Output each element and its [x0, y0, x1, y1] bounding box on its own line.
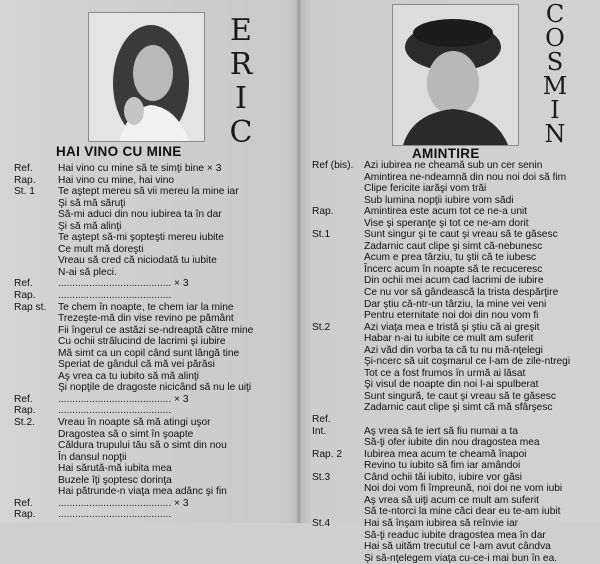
- lyric-line: [312, 252, 598, 264]
- lyric-text: Sub lumina nopţii iubire vom sădi: [364, 194, 514, 206]
- lyric-line: [312, 426, 598, 438]
- lyric-line: [14, 405, 294, 417]
- lyric-text: Hai vino cu mine, hai vino: [58, 174, 175, 186]
- lyric-text: Şi să-nţelegem viaţa cu-ce-i mai bun în ea.: [364, 552, 558, 564]
- lyric-line: [14, 244, 294, 256]
- lyric-line: [14, 267, 294, 279]
- lyric-line: [312, 437, 598, 449]
- verse-label: [312, 553, 364, 564]
- verse-label: [14, 486, 58, 498]
- verse-label: St.4: [312, 517, 331, 529]
- lyric-text: Azi văd din vorba ta că tu nu mă-nţelegi: [364, 344, 543, 356]
- lyric-line: [14, 498, 294, 510]
- eric-vertical-name: [226, 14, 256, 150]
- lyric-line: [312, 414, 598, 426]
- lyric-text: Iubirea mea acum te cheamă înapoi: [364, 448, 527, 460]
- lyric-text: ........................................: [58, 290, 172, 302]
- verse-label: [312, 264, 364, 276]
- lyric-text: Noi doi vom fi împreună, noi doi ne vom iubi: [364, 483, 563, 495]
- verse-label: [312, 241, 364, 253]
- verse-label: [312, 460, 364, 472]
- verse-label: St.1: [312, 229, 331, 241]
- lyric-text: Fii îngerul ce astăzi se-ndreaptă către mine: [58, 324, 254, 336]
- lyric-line: [312, 530, 598, 542]
- lyric-text: Ce mult mă doreşti: [58, 243, 144, 255]
- verse-label: [14, 313, 58, 325]
- lyric-line: [312, 299, 598, 311]
- verse-label: [312, 356, 364, 368]
- lyric-text: Cu ochii strălucind de lacrimi şi iubire: [58, 336, 226, 348]
- verse-label: Rap.: [14, 509, 36, 521]
- verse-label: Rap.: [14, 405, 36, 417]
- lyric-line: [14, 509, 294, 521]
- lyric-line: [312, 229, 598, 241]
- verse-label: [14, 348, 58, 360]
- verse-label: [312, 252, 364, 264]
- lyric-line: [312, 518, 598, 530]
- verse-label: [312, 368, 364, 380]
- verse-label: [14, 198, 58, 210]
- verse-label: [14, 244, 58, 256]
- lyric-text: Trezeşte-mă din vise revino pe pământ: [58, 313, 234, 325]
- lyric-text: Încerc acum în noapte să te recuceresc: [364, 263, 543, 275]
- verse-label: [14, 255, 58, 267]
- lyric-line: [14, 163, 294, 175]
- lyric-text: Să-ţi ofer iubite din nou dragostea mea: [364, 437, 540, 449]
- verse-label: Rap.: [14, 290, 36, 302]
- lyric-text: Şi să mă alinţi: [58, 220, 122, 232]
- lyric-line: [14, 440, 294, 452]
- verse-label: [312, 506, 364, 518]
- lyric-line: [14, 336, 294, 348]
- verse-label: St.3: [312, 471, 331, 483]
- verse-label: [14, 475, 58, 487]
- verse-label: [14, 463, 58, 475]
- lyric-line: [312, 506, 598, 518]
- lyric-text: Aş vrea ca tu iubito să mă alinţi: [58, 370, 199, 382]
- lyric-text: Şi visul de noapte din noi l-ai spulberat: [364, 379, 539, 391]
- lyric-line: [312, 310, 598, 322]
- lyric-line: [14, 186, 294, 198]
- lyric-text: ........................................ × 3: [58, 278, 189, 290]
- lyric-line: [312, 368, 598, 380]
- lyric-text: Zadarnic caut clipe şi simt că-nebunesc: [364, 240, 543, 252]
- verse-label: [312, 310, 364, 322]
- letter: S: [546, 48, 564, 76]
- verse-label: [14, 440, 58, 452]
- lyric-line: [312, 241, 598, 253]
- lyric-text: Tot ce a fost frumos în urmă ai lăsat: [364, 367, 526, 379]
- verse-label: [312, 402, 364, 414]
- lyric-text: Aş vrea să te iert să fiu numai a ta: [364, 425, 519, 437]
- verse-label: [14, 429, 58, 441]
- lyric-line: [14, 232, 294, 244]
- lyric-line: [14, 382, 294, 394]
- lyric-line: [14, 313, 294, 325]
- page-fold: [296, 0, 302, 523]
- lyric-text: Când ochii tăi iubito, iubire vor găsi: [364, 471, 522, 483]
- verse-label: Ref.: [312, 414, 331, 426]
- verse-label: [14, 325, 58, 337]
- letter: C: [545, 0, 565, 28]
- lyric-text: Hai pătrunde-n viaţa mea adânc şi fin: [58, 486, 227, 498]
- verse-label: [312, 379, 364, 391]
- lyric-text: Te aştept să-mi şopteşti mereu iubite: [58, 232, 224, 244]
- lyric-line: [312, 379, 598, 391]
- verse-label: [312, 530, 364, 542]
- verse-label: [312, 275, 364, 287]
- verse-label: [312, 483, 364, 495]
- lyric-line: [14, 290, 294, 302]
- lyric-line: [312, 275, 598, 287]
- lyric-text: Buzele îţi şoptesc dorinţa: [58, 474, 172, 486]
- lyric-text: Pentru eternitate noi doi din nou vom fi: [364, 310, 539, 322]
- letter: R: [229, 47, 253, 82]
- lyric-line: [312, 218, 598, 230]
- verse-label: Rap st.: [14, 301, 47, 313]
- right-song-title: AMINTIRE: [412, 146, 480, 161]
- verse-label: [312, 495, 364, 507]
- lyric-text: Sunt singur şi te caut şi vreau să te găsesc: [364, 229, 558, 241]
- lyric-line: [14, 175, 294, 187]
- lyric-text: Azi viaţa mea e tristă şi ştiu că ai greşit: [364, 321, 540, 333]
- verse-label: [312, 183, 364, 195]
- lyric-line: [312, 391, 598, 403]
- verse-label: Ref.: [14, 497, 33, 509]
- verse-label: Rap.: [312, 206, 334, 218]
- lyric-text: Din ochii mei acum cad lacrimi de iubire: [364, 275, 544, 287]
- lyric-text: Să te-ntorci la mine căci dear eu te-am iubit: [364, 506, 561, 518]
- lyric-text: Aş vrea să uiţi acum ce mult am suferit: [364, 494, 539, 506]
- cosmin-photo: [392, 4, 519, 146]
- lyric-line: [312, 541, 598, 553]
- lyric-line: [312, 495, 598, 507]
- left-song-title: HAI VINO CU MINE: [56, 144, 182, 159]
- lyric-line: [312, 449, 598, 461]
- lyric-text: Habar n-ai tu iubite ce mult am suferit: [364, 333, 534, 345]
- lyric-line: [14, 463, 294, 475]
- verse-label: [312, 172, 364, 184]
- letter: C: [229, 115, 253, 150]
- verse-label: [14, 452, 58, 464]
- verse-label: [312, 391, 364, 403]
- lyric-line: [14, 486, 294, 498]
- lyric-line: [14, 348, 294, 360]
- verse-label: St.2: [312, 321, 331, 333]
- lyric-line: [312, 553, 598, 564]
- lyric-line: [312, 172, 598, 184]
- verse-label: [14, 209, 58, 221]
- lyric-line: [312, 206, 598, 218]
- lyric-line: [14, 302, 294, 314]
- lyric-line: [14, 255, 294, 267]
- lyric-text: Şi nopţile de dragoste nicicând să nu le uiţi: [58, 382, 252, 394]
- lyric-text: Vreau în noapte să mă atingi uşor: [58, 417, 211, 429]
- verse-label: [312, 541, 364, 553]
- lyric-line: [14, 371, 294, 383]
- lyric-text: Vise şi speranţe şi tot ce ne-am dorit: [364, 217, 529, 229]
- verse-label: [312, 437, 364, 449]
- lyric-text: Hai să înşam iubirea să reînvie iar: [364, 517, 519, 529]
- lyric-line: [14, 198, 294, 210]
- verse-label: [312, 287, 364, 299]
- lyric-text: Revino tu iubito să fim iar amândoi: [364, 460, 521, 472]
- letter: N: [544, 120, 566, 148]
- lyric-line: [312, 402, 598, 414]
- lyric-text: În dansul nopţii: [58, 451, 127, 463]
- verse-label: Rap. 2: [312, 448, 343, 460]
- lyric-text: Azi iubirea ne cheamă sub un cer senin: [364, 160, 543, 171]
- lyric-line: [312, 460, 598, 472]
- lyric-line: [14, 429, 294, 441]
- lyric-line: [312, 195, 598, 207]
- lyric-text: ........................................ × 3: [58, 497, 189, 509]
- lyric-text: Căldura trupului tău să o simt din nou: [58, 440, 227, 452]
- lyric-text: ........................................: [58, 509, 172, 521]
- lyric-text: Amintirea este acum tot ce ne-a unit: [364, 206, 528, 218]
- verse-label: [312, 333, 364, 345]
- verse-label: Ref (bis).: [312, 160, 354, 171]
- lyric-text: Te chem în noapte, te chem iar la mine: [58, 301, 234, 313]
- verse-label: [14, 371, 58, 383]
- letter: I: [550, 96, 560, 124]
- lyric-text: Ce nu vor să gândească la trista despărţire: [364, 287, 559, 299]
- lyric-text: Sunt singură, te caut şi vreau să te găsesc: [364, 390, 556, 402]
- verse-label: Ref.: [14, 163, 33, 174]
- lyric-line: [14, 209, 294, 221]
- cosmin-vertical-name: [540, 2, 570, 146]
- lyric-line: [14, 417, 294, 429]
- lyric-line: [14, 359, 294, 371]
- right-lyrics: [312, 160, 598, 564]
- lyric-text: Te aştept mereu să vii mereu la mine iar: [58, 186, 239, 198]
- letter: M: [542, 72, 568, 100]
- lyric-text: Dragostea să o simt în şoapte: [58, 428, 194, 440]
- lyric-text: Mă simt ca un copil când sunt lângă tine: [58, 347, 240, 359]
- lyric-line: [312, 183, 598, 195]
- lyric-line: [312, 287, 598, 299]
- lyric-text: Hai sărută-mă iubita mea: [58, 463, 172, 475]
- verse-label: [14, 336, 58, 348]
- verse-label: [14, 267, 58, 279]
- verse-label: [312, 195, 364, 207]
- lyric-line: [312, 483, 598, 495]
- verse-label: [14, 359, 58, 371]
- verse-label: Int.: [312, 425, 327, 437]
- eric-photo: [88, 12, 205, 142]
- lyric-text: Dar ştiu că-ntr-un târziu, la mine vei veni: [364, 298, 547, 310]
- lyric-line: [312, 345, 598, 357]
- verse-label: [14, 221, 58, 233]
- verse-label: [312, 299, 364, 311]
- lyric-line: [312, 264, 598, 276]
- lyric-text: Amintirea ne-ndeamnă din nou noi doi să fim: [364, 171, 567, 183]
- verse-label: Ref.: [14, 278, 33, 290]
- lyric-line: [312, 356, 598, 368]
- lyric-text: ........................................: [58, 405, 172, 417]
- verse-label: Rap.: [14, 174, 36, 186]
- lyric-line: [312, 472, 598, 484]
- left-lyrics: [14, 163, 294, 521]
- letter: E: [230, 13, 252, 48]
- lyric-text: Hai vino cu mine să te simţi bine × 3: [58, 163, 222, 174]
- lyric-line: [14, 325, 294, 337]
- lyric-text: Vreau să cred că niciodată tu iubite: [58, 255, 217, 267]
- letter: O: [545, 24, 565, 52]
- verse-label: St.2.: [14, 417, 35, 429]
- lyric-text: Speriat de gândul că mă vei părăsi: [58, 359, 215, 371]
- lyric-text: Clipe fericite iarăşi vom trăi: [364, 183, 487, 195]
- verse-label: [312, 218, 364, 230]
- lyric-line: [14, 475, 294, 487]
- lyric-text: Şi-ncerc să uit coşmarul ce l-am de zile-ntregi: [364, 356, 571, 368]
- lyric-text: N-ai să pleci.: [58, 266, 117, 278]
- lyric-line: [312, 322, 598, 334]
- verse-label: [14, 232, 58, 244]
- lyric-line: [14, 221, 294, 233]
- lyric-line: [312, 160, 598, 172]
- lyric-line: [14, 278, 294, 290]
- lyric-text: Hai să uităm trecutul ce l-am avut cândva: [364, 541, 551, 553]
- lyric-text: Şi să mă săruţi: [58, 197, 126, 209]
- lyric-line: [312, 333, 598, 345]
- verse-label: [312, 345, 364, 357]
- verse-label: St. 1: [14, 186, 35, 198]
- lyric-line: [14, 452, 294, 464]
- lyric-text: Să-mi aduci din nou iubirea ta în dar: [58, 209, 222, 221]
- lyric-text: ........................................ × 3: [58, 393, 189, 405]
- lyric-text: Zadarnic caut clipe şi simt că mă sfârşesc: [364, 402, 553, 414]
- letter: I: [235, 81, 247, 116]
- verse-label: Ref.: [14, 393, 33, 405]
- verse-label: [14, 382, 58, 394]
- lyric-text: Să-ţi readuc iubite dragostea mea în dar: [364, 529, 546, 541]
- lyric-line: [14, 394, 294, 406]
- lyric-text: Acum e prea târziu, tu ştii că te iubesc: [364, 252, 537, 264]
